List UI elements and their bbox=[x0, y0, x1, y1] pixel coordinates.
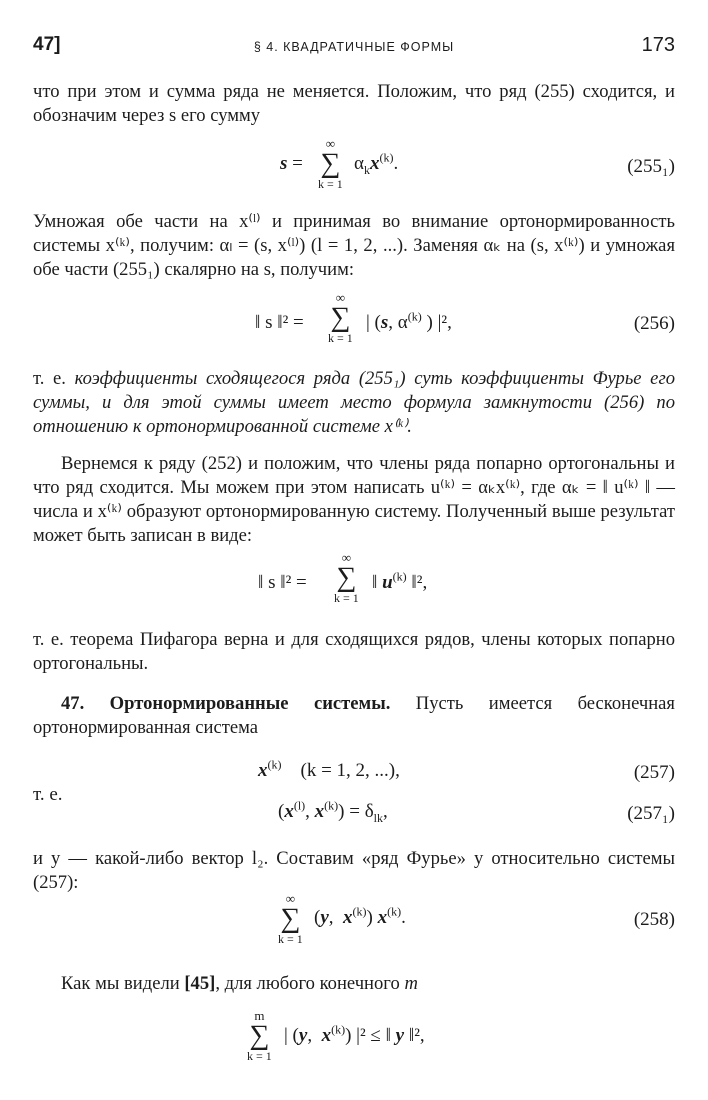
paragraph-2: Умножая обе части на x⁽ˡ⁾ и принимая во внимание ортонормированность системы x⁽ᵏ⁾, получим: αₗ = (s, x⁽ˡ⁾) (l = 1, 2, ...). Заменяя αₖ на (s, x⁽ᵏ⁾) и умножая обе части (255₁) скалярно на s, получим: bbox=[33, 211, 675, 280]
paragraph-1: что при этом и сумма ряда не меняется. Положим, что ряд (255) сходится, и обозначим через s его сумму bbox=[33, 81, 675, 126]
paragraph-4: Вернемся к ряду (252) и положим, что члены ряда попарно ортогональны и что ряд сходится. Мы можем при этом написать u⁽ᵏ⁾ = αₖx⁽ᵏ⁾, где αₖ = ‖ u⁽ᵏ⁾ ‖ — числа и x⁽ᵏ⁾ образуют ортонормированную систему. Полученный выше результат может быть записан в виде: bbox=[33, 453, 675, 546]
eq256-number: (256) bbox=[633, 313, 675, 334]
eq258-body: (y, $x^{(k)}$) $x^{(k)}$. bbox=[314, 904, 406, 928]
eq257-1-number: (257₁) bbox=[627, 803, 675, 824]
p3-prefix: т. е. bbox=[33, 368, 66, 389]
p7-variable: m bbox=[404, 973, 418, 994]
running-head: § 4. КВАДРАТИЧНЫЕ ФОРМЫ bbox=[253, 40, 455, 54]
eq255-1-body: $\alpha_kx^{(k)}$. bbox=[354, 150, 399, 177]
paragraph-3 bbox=[33, 367, 675, 439]
eq255-1-sum: ∞ ∑ k = 1 bbox=[318, 136, 343, 191]
eq257-body: $x^{(k)}$ (k = 1, 2, ...), bbox=[258, 757, 400, 781]
eq255-1-lhs: s = bbox=[280, 153, 303, 174]
eq256-body: | (s, $\alpha^{(k)}$ ) |², bbox=[366, 309, 452, 333]
eq256-lhs: ‖ s ‖² = bbox=[255, 312, 304, 333]
eq257-number: (257) bbox=[633, 762, 675, 783]
section-number: 47] bbox=[33, 34, 61, 55]
eq258-sum: ∞ ∑ k = 1 bbox=[278, 891, 303, 946]
eq-last-body: | (y, $x^{(k)}$) |² ≤ ‖ y ‖², bbox=[284, 1022, 425, 1046]
p7-prefix: Как мы видели bbox=[61, 973, 180, 994]
p7-reference: [45] bbox=[184, 973, 216, 994]
eq257-1-body: ($x^{(l)}$, $x^{(k)}) = \delta_{lk}$, bbox=[278, 798, 388, 825]
paragraph-7 bbox=[33, 972, 675, 996]
section-47-title: 47. Ортонормированные системы. bbox=[61, 693, 391, 714]
eq-pyth-lhs: ‖ s ‖² = bbox=[258, 572, 307, 593]
eq-last-sum: m ∑ k = 1 bbox=[247, 1008, 272, 1063]
eq256-sum: ∞ ∑ k = 1 bbox=[328, 290, 353, 345]
p3-italic: коэффициенты сходящегося ряда (255₁) суть коэффициенты Фурье его суммы, и для этой суммы имеет место формула замкнутости (256) по отношению к ортонормированной системе x⁽ᵏ⁾. bbox=[33, 368, 675, 437]
eq-pyth-body: ‖ $u^{(k)}$ ‖², bbox=[372, 569, 428, 593]
paragraph-5: т. е. теорема Пифагора верна и для сходящихся рядов, члены которых попарно ортогональны. bbox=[33, 629, 675, 674]
eq255-1-number: (255₁) bbox=[627, 156, 675, 177]
paragraph-6: и y — какой-либо вектор l₂. Составим «ряд Фурье» y относительно системы (257): bbox=[33, 848, 675, 893]
section-47-intro bbox=[33, 692, 675, 740]
that-is-label: т. е. bbox=[33, 784, 63, 805]
eq-pyth-sum: ∞ ∑ k = 1 bbox=[334, 550, 359, 605]
section-47-text: Пусть имеется бесконечная ортонормированная система bbox=[33, 693, 675, 738]
eq257-range: (k = 1, 2, ...), bbox=[300, 760, 400, 781]
eq258-number: (258) bbox=[633, 909, 675, 930]
p7-suffix: , для любого конечного bbox=[215, 973, 400, 994]
page-number: 173 bbox=[641, 34, 675, 56]
